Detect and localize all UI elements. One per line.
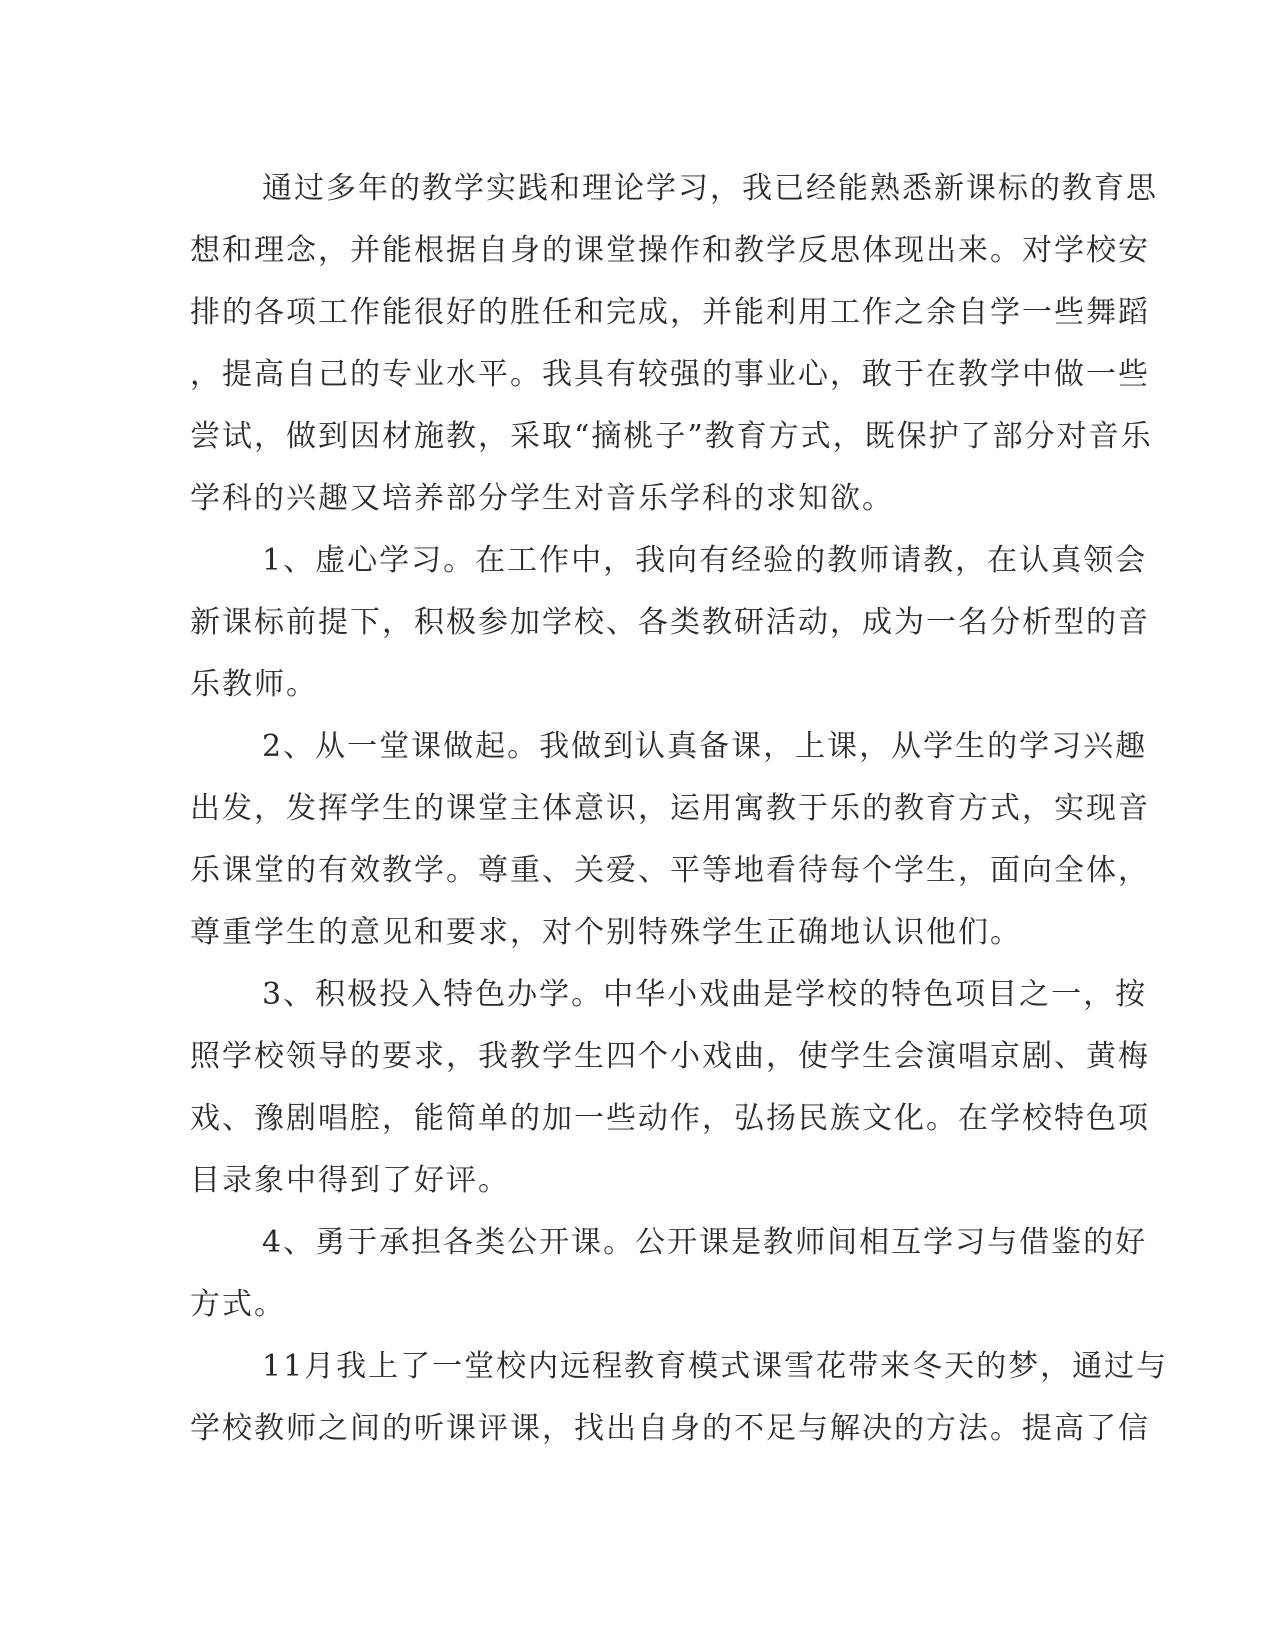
text-line: 尊重学生的意见和要求，对个别特殊学生正确地认识他们。 bbox=[190, 915, 1022, 950]
text-line: 2、从一堂课做起。我做到认真备课，上课，从学生的学习兴趣 bbox=[262, 729, 1148, 764]
text-line: 尝试，做到因材施教，采取“摘桃子”教育方式，既保护了部分对音乐 bbox=[190, 419, 1153, 454]
text-line: 11月我上了一堂校内远程教育模式课雪花带来冬天的梦，通过与 bbox=[262, 1349, 1169, 1384]
text-line: 想和理念，并能根据自身的课堂操作和教学反思体现出来。对学校安 bbox=[190, 233, 1150, 268]
text-line: 方式。 bbox=[190, 1287, 286, 1322]
text-line: ，提高自己的专业水平。我具有较强的事业心，敢于在教学中做一些 bbox=[190, 357, 1150, 392]
document-body bbox=[190, 158, 1169, 1460]
text-line: 照学校领导的要求，我教学生四个小戏曲，使学生会演唱京剧、黄梅 bbox=[190, 1039, 1150, 1074]
text-line: 目录象中得到了好评。 bbox=[190, 1163, 510, 1198]
text-line: 4、勇于承担各类公开课。公开课是教师间相互学习与借鉴的好 bbox=[262, 1225, 1148, 1260]
text-line: 乐教师。 bbox=[190, 667, 318, 702]
text-line: 1、虚心学习。在工作中，我向有经验的教师请教，在认真领会 bbox=[262, 543, 1148, 578]
text-line: 排的各项工作能很好的胜任和完成，并能利用工作之余自学一些舞蹈 bbox=[190, 295, 1150, 330]
text-line: 学科的兴趣又培养部分学生对音乐学科的求知欲。 bbox=[190, 481, 894, 516]
text-line: 3、积极投入特色办学。中华小戏曲是学校的特色项目之一，按 bbox=[262, 977, 1148, 1012]
text-line: 戏、豫剧唱腔，能简单的加一些动作，弘扬民族文化。在学校特色项 bbox=[190, 1101, 1150, 1136]
text-line: 学校教师之间的听课评课，找出自身的不足与解决的方法。提高了信 bbox=[190, 1411, 1150, 1446]
text-line: 通过多年的教学实践和理论学习，我已经能熟悉新课标的教育思 bbox=[262, 171, 1158, 206]
text-line: 出发，发挥学生的课堂主体意识，运用寓教于乐的教育方式，实现音 bbox=[190, 791, 1150, 826]
text-line: 乐课堂的有效教学。尊重、关爱、平等地看待每个学生，面向全体， bbox=[190, 853, 1150, 888]
text-line: 新课标前提下，积极参加学校、各类教研活动，成为一名分析型的音 bbox=[190, 605, 1150, 640]
